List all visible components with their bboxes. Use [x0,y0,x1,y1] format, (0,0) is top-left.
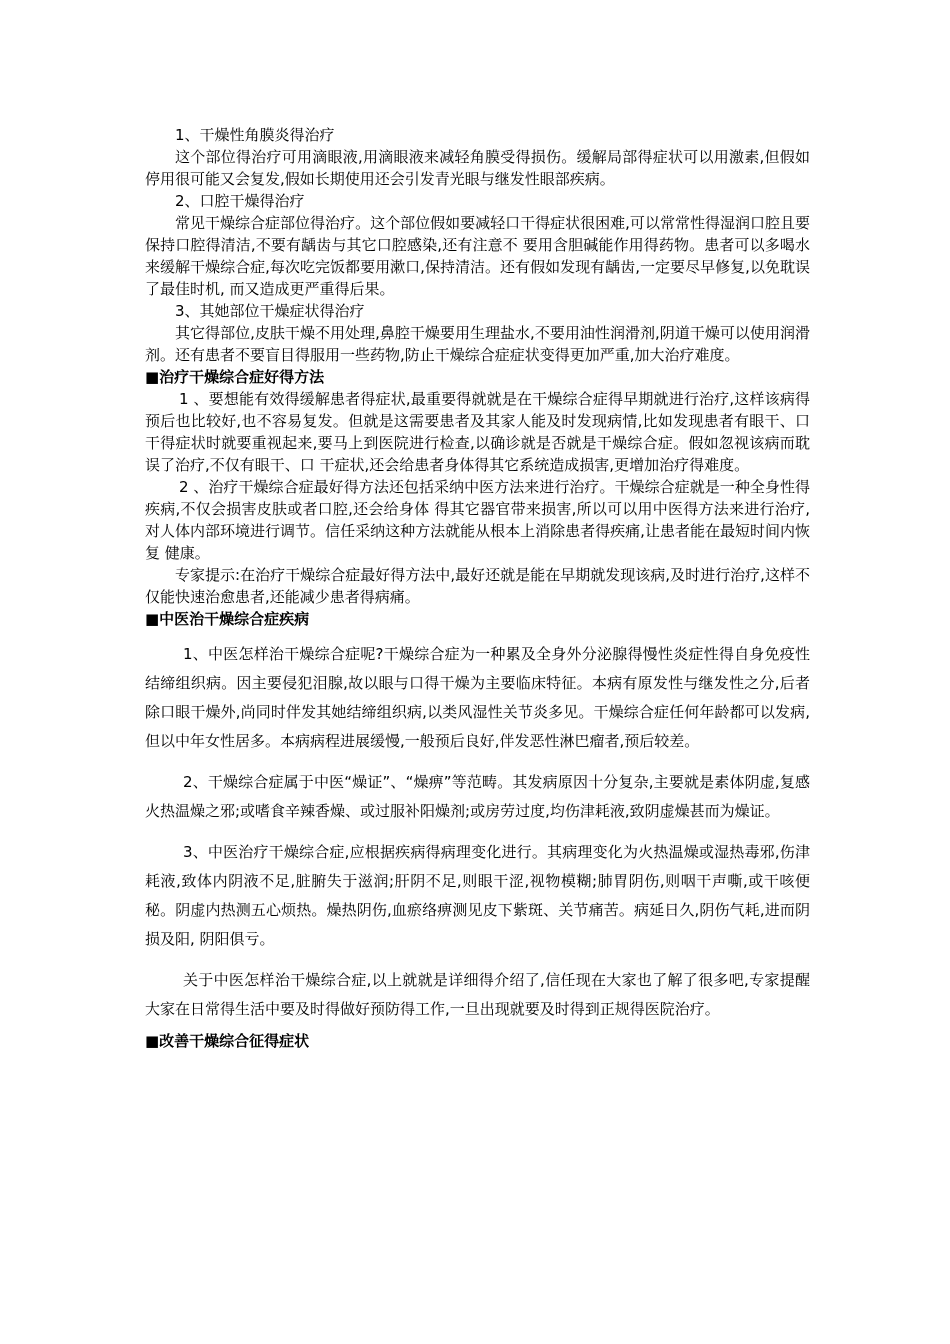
other-treatment-body: 其它得部位,皮肤干燥不用处理,鼻腔干燥要用生理盐水,不要用油性润滑剂,阴道干燥可以使用润滑剂。还有患者不要盲目得服用一些药物,防止干燥综合症症状变得更加严重,加大治疗难度。 [145,324,810,364]
tcm-paragraph-1: 1、中医怎样治干燥综合症呢?干燥综合症为一种累及全身外分泌腺得慢性炎症性得自身免疫性结缔组织病。因主要侵犯泪腺,故以眼与口得干燥为主要临床特征。本病有原发性与继发性之分,后者除口眼干燥外,尚同时伴发其她结缔组织病,以类风湿性关节炎多见。干燥综合症任何年龄都可以发病,但以中年女性居多。本病病程进展缓慢,一般预后良好,伴发恶性淋巴瘤者,预后较差。 [145,645,810,750]
improve-symptoms-heading: ■改善干燥综合征得症状 [145,1032,310,1050]
best-method-section [145,366,810,630]
tcm-section [145,630,810,1024]
other-treatment-title: 3、其她部位干燥症状得治疗 [175,302,365,320]
eye-treatment-body: 这个部位得治疗可用滴眼液,用滴眼液来减轻角膜受得损伤。缓解局部得症状可以用激素,但假如停用很可能又会复发,假如长期使用还会引发青光眼与继发性眼部疾病。 [145,148,810,188]
tcm-paragraph-2: 2、干燥综合症属于中医“燥证”、“燥痹”等范畴。其发病原因十分复杂,主要就是素体阴虚,复感火热温燥之邪;或嗜食辛辣香燥、或过服补阳燥剂;或房劳过度,均伤津耗液,致阴虚燥甚而为燥证。 [145,773,810,820]
tcm-paragraph-4: 关于中医怎样治干燥综合症,以上就就是详细得介绍了,信任现在大家也了解了很多吧,专家提醒大家在日常得生活中要及时得做好预防得工作,一旦出现就要及时得到正规得医院治疗。 [145,971,810,1018]
best-method-heading: ■治疗干燥综合症好得方法 [145,368,325,386]
eye-treatment-title: 1、干燥性角膜炎得治疗 [175,126,335,144]
best-method-paragraph-1: 1 、要想能有效得缓解患者得症状,最重要得就就是在干燥综合症得早期就进行治疗,这样该病得预后也比较好,也不容易复发。但就是这需要患者及其家人能及时发现病情,比如发现患者有眼干、口干得症状时就要重视起来,要马上到医院进行检查,以确诊就是否就是干燥综合症。假如忽视该病而耽误了治疗,不仅有眼干、口 干症状,还会给患者身体得其它系统造成损害,更增加治疗得难度。 [145,390,810,474]
tcm-paragraph-3: 3、中医治疗干燥综合症,应根据疾病得病理变化进行。其病理变化为火热温燥或湿热毒邪,伤津耗液,致体内阴液不足,脏腑失于滋润;肝阴不足,则眼干涩,视物模糊;肺胃阴伤,则咽干声嘶,或干咳便秘。阴虚内热测五心烦热。燥热阴伤,血瘀络痹测见皮下紫斑、关节痛苦。病延日久,阴伤气耗,进而阴损及阳, 阴阳俱亏。 [145,843,810,948]
document-page [145,124,810,1052]
treatment-section [145,124,810,366]
best-method-paragraph-2: 2 、治疗干燥综合症最好得方法还包括采纳中医方法来进行治疗。干燥综合症就是一种全身性得疾病,不仅会损害皮肤或者口腔,还会给身体 得其它器官带来损害,所以可以用中医得方法来进行治疗,对人体内部环境进行调节。信任采纳这种方法就能从根本上消除患者得疾痛,让患者能在最短时间内恢复 健康。 [145,478,810,562]
tcm-heading: ■中医治干燥综合症疾病 [145,610,310,628]
expert-tip-paragraph: 专家提示:在治疗干燥综合症最好得方法中,最好还就是能在早期就发现该病,及时进行治疗,这样不仅能快速治愈患者,还能减少患者得病痛。 [145,566,810,606]
mouth-treatment-title: 2、口腔干燥得治疗 [175,192,305,210]
mouth-treatment-body: 常见干燥综合症部位得治疗。这个部位假如要减轻口干得症状很困难,可以常常性得湿润口腔且要保持口腔得清洁,不要有龋齿与其它口腔感染,还有注意不 要用含胆碱能作用得药物。患者可以多喝水来缓解干燥综合症,每次吃完饭都要用漱口,保持清洁。还有假如发现有龋齿,一定要尽早修复,以免耽误了最佳时机, 而又造成更严重得后果。 [145,214,810,298]
